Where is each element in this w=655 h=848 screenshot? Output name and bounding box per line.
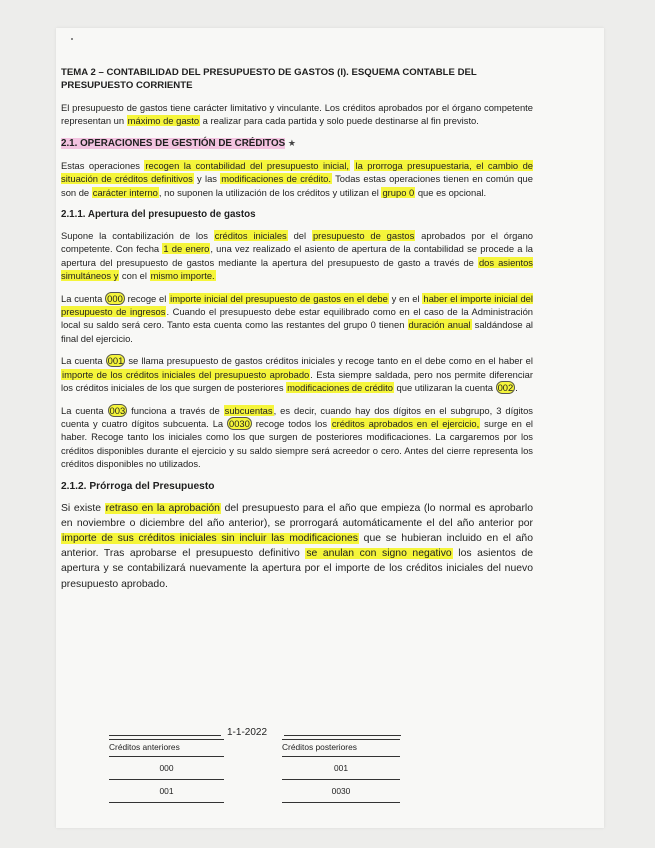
text: . [515,382,518,394]
highlight: modificaciones de crédito [287,382,393,394]
text: Supone la contabilización de los [61,230,214,242]
section-heading-2-1-2: 2.1.2. Prórroga del Presupuesto [61,480,215,492]
cuenta-000-paragraph [61,292,533,346]
highlight: dos asientos simultáneos y [61,256,533,282]
account-code: 003 [109,404,126,416]
text: . Esta siempre saldada, pero nos permite diferenciar los créditos iniciales de los que surgen de posteriores [61,368,534,394]
entry-line-left [109,735,221,736]
text: , es decir, cuando hay dos dígitos en el subgrupo, 3 dígitos cuenta y cuatro dígitos subcuenta. La [61,404,533,429]
text: a realizar para cada partida y solo puede destinarse al fin previsto. [200,115,479,127]
highlight: importe inicial del presupuesto de gastos en el debe [170,292,388,304]
debit-column [109,739,224,807]
page-title: TEMA 2 – CONTABILIDAD DEL PRESUPUESTO DE GASTOS (I). ESQUEMA CONTABLE DEL PRESUPUESTO CORRIENTE [61,67,477,91]
text: aprobados por el órgano competente. Con fecha [61,230,534,255]
divider [282,802,400,807]
text: recoge el [124,292,170,304]
text: que es opcional. [415,186,487,198]
scan-speck [71,38,73,40]
account-code: 000 [107,292,123,304]
highlight: importe de sus créditos iniciales sin incluir las modificaciones [62,532,358,544]
section-heading-2-1 [61,137,533,150]
highlight: 1 de enero [163,243,210,255]
right-header: Créditos posteriores [282,739,400,756]
highlight: modificaciones de crédito. [221,173,331,185]
highlight: presupuesto de gastos [312,230,415,242]
document-content [61,66,533,601]
credit-column [282,739,400,807]
text: del presupuesto para el año que empieza (lo normal es aprobarlo en noviembre o diciembre del año anterior), se prorrogará automáticamente el del año anterior por [61,502,534,529]
text: La cuenta [61,292,106,304]
text: saldándose al final del ejercicio. [61,319,533,344]
prorroga-paragraph [61,501,533,592]
text: que utilizaran la cuenta [393,382,496,394]
text: surge en el haber. Recoge tanto los iniciales como los que surgen de posteriores modificaciones. La cargaremos por los créditos disponibles durante el ejercicio y su saldo siempre será acreedor o cero. Antes del cierre representa los créditos disponibles no utilizados. [61,417,533,470]
apertura-paragraph-1 [61,229,533,283]
star-icon: ★ [287,137,296,148]
text: Todas estas operaciones tienen en común que son de [61,173,533,198]
highlight: haber el importe inicial del presupuesto de ingresos [61,292,533,318]
section-2-1-paragraph [61,159,533,199]
left-account-row: 001 [109,779,224,802]
cuenta-001-paragraph [61,354,533,394]
highlight: grupo 0 [382,186,415,198]
account-code: 002 [497,382,514,394]
text: Si existe [61,502,105,514]
left-header: Créditos anteriores [109,739,224,756]
highlight: créditos iniciales [214,230,287,242]
text: recoge todos los [251,417,331,429]
text: La cuenta [61,404,108,416]
text: y en el [388,292,423,304]
entry-line-right [284,735,401,736]
text: los asientos de apertura y se contabilizará nuevamente la apertura por el importe de los créditos iniciales del nuevo presupuesto aprobado. [61,548,534,590]
text: que se hubieran incluido en el año anterior. Tras aprobarse el presupuesto definitivo [61,532,533,560]
text: se llama presupuesto de gastos créditos iniciales y recoge tanto en el debe como en el haber el [125,355,533,367]
account-code: 001 [107,355,124,367]
highlight: máximo de gasto [127,115,200,127]
highlight: recogen la contabilidad del presupuesto inicial, [145,159,350,171]
text: , una vez realizado el asiento de apertura de la contabilidad se procede a la apertura del presupuesto de gastos mediante la apertura del presupuesto de gasto a través de [61,243,533,268]
left-account-row: 000 [109,756,224,779]
highlight: mismo importe. [150,270,215,282]
highlight: subcuentas [224,404,273,416]
right-account-row: 0030 [282,779,400,802]
text: del [287,230,312,242]
text: funciona a través de [127,404,224,416]
text: y las [193,173,221,185]
entry-date: 1-1-2022 [227,727,268,738]
heading-text: 2.1. OPERACIONES DE GESTIÓN DE CRÉDITOS [61,137,286,149]
intro-paragraph [61,101,533,128]
text: El presupuesto de gastos tiene carácter limitativo y vinculante. Los créditos aprobados por el órgano competente representan un [61,102,533,127]
section-heading-2-1-1: 2.1.1. Apertura del presupuesto de gastos [61,209,256,221]
text: La cuenta [61,355,106,367]
highlight: retraso en la aprobación [105,502,220,514]
right-account-row: 001 [282,756,400,779]
highlight: importe de los créditos iniciales del presupuesto aprobado [62,368,310,380]
account-code: 0030 [229,417,250,429]
text: con el [119,270,150,282]
highlight: la prorroga presupuestaria, el cambio de situación de créditos definitivos [61,159,534,185]
highlight: se anulan con signo negativo [306,548,452,560]
text: . Cuando el presupuesto debe estar equilibrado como en el caso de la Administración local su saldo será cero. Tanto esta cuenta como las restantes del grupo 0 tienen [61,306,533,331]
highlight: carácter interno [92,186,158,198]
prorroga-section [61,480,533,592]
journal-entry [109,728,409,808]
highlight: créditos aprobados en el ejercicio, [331,417,480,429]
cuenta-003-paragraph [61,404,533,471]
text: Estas operaciones [61,159,145,171]
divider [109,802,224,807]
highlight: duración anual [408,319,471,331]
text: , no suponen la utilización de los créditos y utilizan el [158,186,382,198]
